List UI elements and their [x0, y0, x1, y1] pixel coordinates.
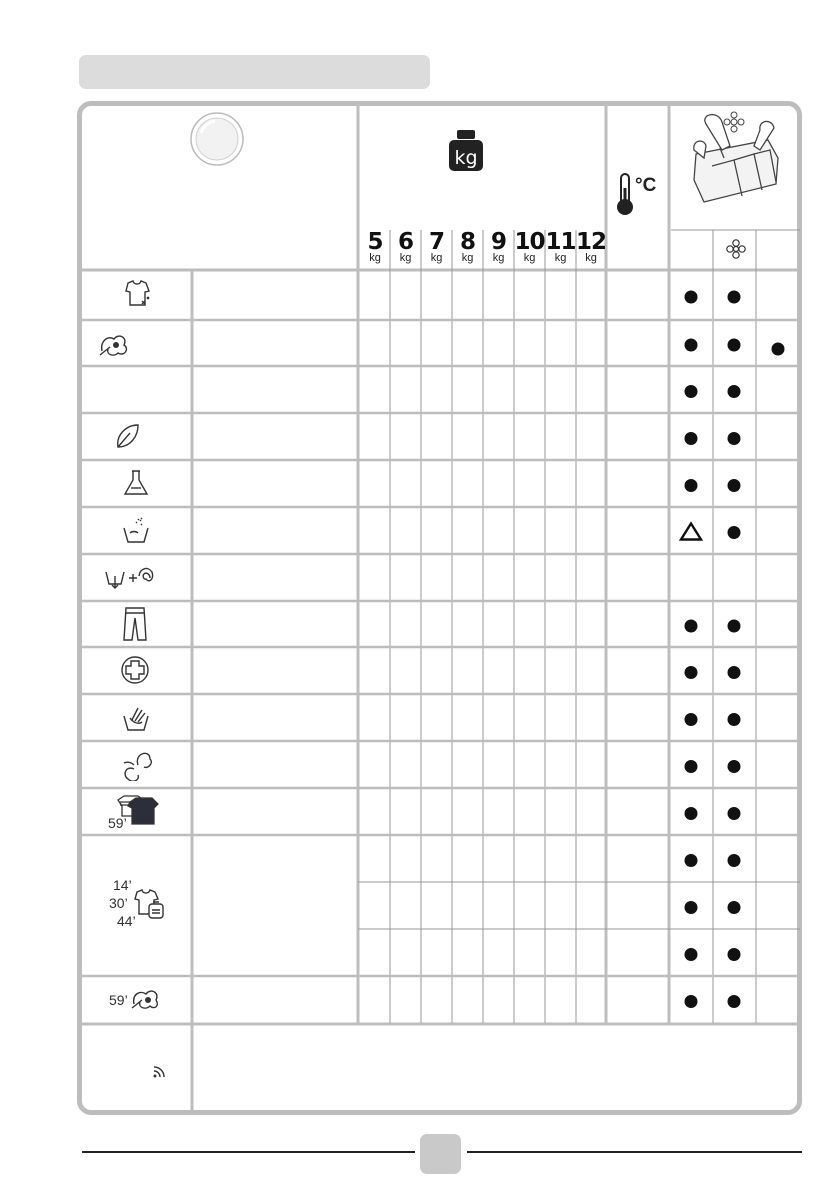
dot-marker	[728, 901, 741, 914]
load-column-header	[360, 231, 390, 264]
shirt-sparkle-icon	[120, 279, 152, 311]
load-value: 6	[397, 229, 413, 255]
temperature-unit: °C	[635, 175, 657, 196]
dot-marker	[728, 854, 741, 867]
dot-marker	[685, 339, 698, 352]
dot-marker	[685, 291, 698, 304]
dot-marker	[685, 620, 698, 633]
dot-marker	[685, 995, 698, 1008]
load-unit: kg	[461, 252, 474, 264]
wifi-signal-icon	[151, 1064, 167, 1080]
dot-marker	[685, 479, 698, 492]
detergent-drawer-icon	[690, 110, 782, 206]
program-selector-knob-icon	[189, 111, 245, 167]
basin-spray-icon	[120, 515, 152, 547]
weight-kg-icon	[447, 128, 485, 172]
dot-marker	[728, 760, 741, 773]
load-unit: kg	[585, 252, 597, 264]
load-unit: kg	[492, 252, 505, 264]
cotton-59-icon	[130, 986, 162, 1018]
dot-marker	[728, 526, 741, 539]
hand-wash-icon	[120, 702, 152, 734]
load-value: 12	[576, 229, 607, 255]
detergent-markers	[681, 291, 785, 1009]
footer-rule-right	[467, 1151, 802, 1153]
load-value: 5	[367, 229, 383, 255]
dot-marker	[728, 339, 741, 352]
load-value: 7	[428, 229, 444, 255]
dot-marker	[728, 807, 741, 820]
program-time-label: 59’	[108, 815, 127, 831]
dot-marker	[772, 343, 785, 356]
dot-marker	[728, 291, 741, 304]
drain-plus-spin-icon	[104, 564, 160, 592]
dot-marker	[685, 432, 698, 445]
flask-synthetic-icon	[120, 468, 152, 500]
dot-marker	[728, 385, 741, 398]
wool-butterfly-icon	[120, 749, 152, 781]
cotton-flower-icon	[96, 327, 128, 359]
load-unit: kg	[554, 252, 567, 264]
load-column-header	[576, 231, 606, 264]
dot-marker	[685, 854, 698, 867]
dot-marker	[728, 479, 741, 492]
dot-marker	[685, 901, 698, 914]
dot-marker	[728, 432, 741, 445]
footer-rule-left	[82, 1151, 415, 1153]
triangle-marker	[681, 524, 701, 540]
jeans-icon	[120, 606, 152, 642]
program-time-label: 59’	[109, 992, 128, 1008]
load-unit: kg	[369, 252, 381, 264]
dot-marker	[728, 713, 741, 726]
load-value: 11	[545, 229, 576, 255]
load-column-header	[514, 231, 545, 264]
hygiene-cross-icon	[120, 655, 152, 687]
thermometer-icon	[614, 170, 664, 218]
leaf-eco-icon	[112, 421, 144, 453]
dot-marker	[728, 948, 741, 961]
rapid-time-label: 14’	[113, 876, 132, 893]
dot-marker	[685, 807, 698, 820]
dot-marker	[728, 995, 741, 1008]
dot-marker	[685, 760, 698, 773]
load-column-header	[390, 231, 421, 264]
load-column-header	[545, 231, 576, 264]
load-value: 8	[459, 229, 475, 255]
dot-marker	[728, 620, 741, 633]
load-column-header	[483, 231, 514, 264]
rapid-time-label: 30’	[109, 894, 128, 911]
rapid-shirt-weight-icon	[133, 888, 165, 920]
flower-icon	[725, 238, 747, 260]
page-number-box	[420, 1134, 461, 1174]
weight-icon-label: kg	[454, 147, 478, 169]
load-column-header	[421, 231, 452, 264]
load-unit: kg	[399, 252, 412, 264]
rapid-time-label: 44’	[117, 912, 136, 929]
load-value: 9	[490, 229, 506, 255]
dot-marker	[685, 385, 698, 398]
dot-marker	[685, 948, 698, 961]
dot-marker	[685, 713, 698, 726]
load-value: 10	[514, 229, 545, 255]
load-unit: kg	[523, 252, 536, 264]
load-column-header	[452, 231, 483, 264]
dot-marker	[685, 666, 698, 679]
dot-marker	[728, 666, 741, 679]
load-unit: kg	[430, 252, 443, 264]
